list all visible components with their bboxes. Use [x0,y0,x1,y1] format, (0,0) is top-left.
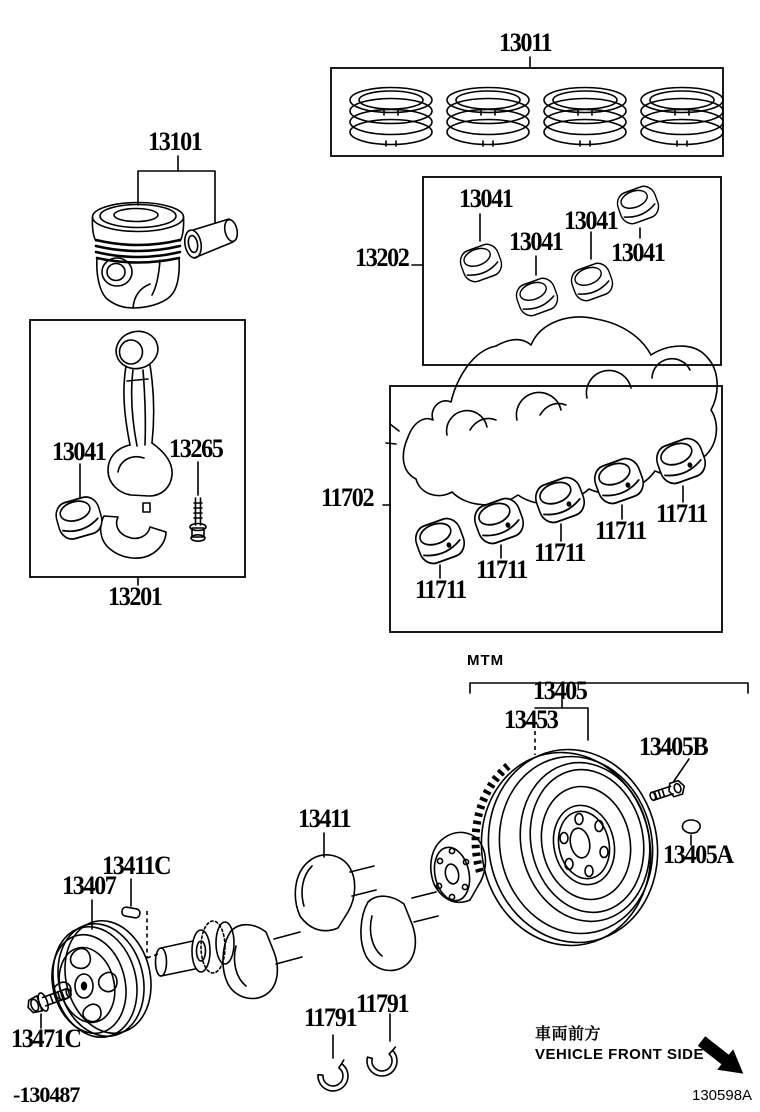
callout-main-bearing-set: 11702 [321,483,374,512]
orientation-label-en: VEHICLE FRONT SIDE [535,1046,705,1063]
callout-flywheel-bolt: 13405B [639,732,708,761]
callout-rod-bearing-b: 13041 [509,227,563,256]
callout-rod-bolt: 13265 [169,434,223,463]
callout-piston: 13101 [148,127,202,156]
callout-main-bearing-5: 11711 [656,499,707,528]
callout-crankshaft-key: 13411C [102,851,171,880]
orientation-label-jp: 車両前方 [535,1026,602,1043]
transmission-type-tag: MTM [467,652,505,669]
crankshaft-drawing [156,832,486,998]
callout-rod-bearing-c: 13041 [564,206,618,235]
callout-rod-bearing-set: 13202 [355,243,409,272]
callout-flywheel-assy: 13405 [533,676,587,705]
callout-pulley-bolt: 13471C [11,1024,81,1053]
callout-piston-ring-set: 13011 [499,28,552,57]
callout-crankshaft: 13411 [298,804,351,833]
callout-main-bearing-4: 11711 [595,516,646,545]
callout-flywheel-pin: 13405A [663,840,733,869]
callout-rod-bearing-single: 13041 [52,437,106,466]
figure-code-left: -130487 [13,1082,80,1107]
callout-rod-bearing-d: 13041 [611,238,665,267]
callout-thrust-washer-left: 11791 [304,1003,357,1032]
piston-ring-set-box [331,57,723,156]
figure-code-right: 130598A [692,1087,753,1104]
callout-main-bearing-1: 11711 [415,575,466,604]
callout-crankshaft-pulley: 13407 [62,871,116,900]
callout-connecting-rod: 13201 [108,582,162,611]
callout-ring-gear: 13453 [504,705,558,734]
callout-thrust-washer-right: 11791 [356,989,409,1018]
piston-drawing [92,156,239,308]
flywheel-bolt-drawing [648,759,689,804]
callout-rod-bearing-a: 13041 [459,184,513,213]
callout-main-bearing-2: 11711 [476,555,527,584]
callout-main-bearing-3: 11711 [534,538,585,567]
